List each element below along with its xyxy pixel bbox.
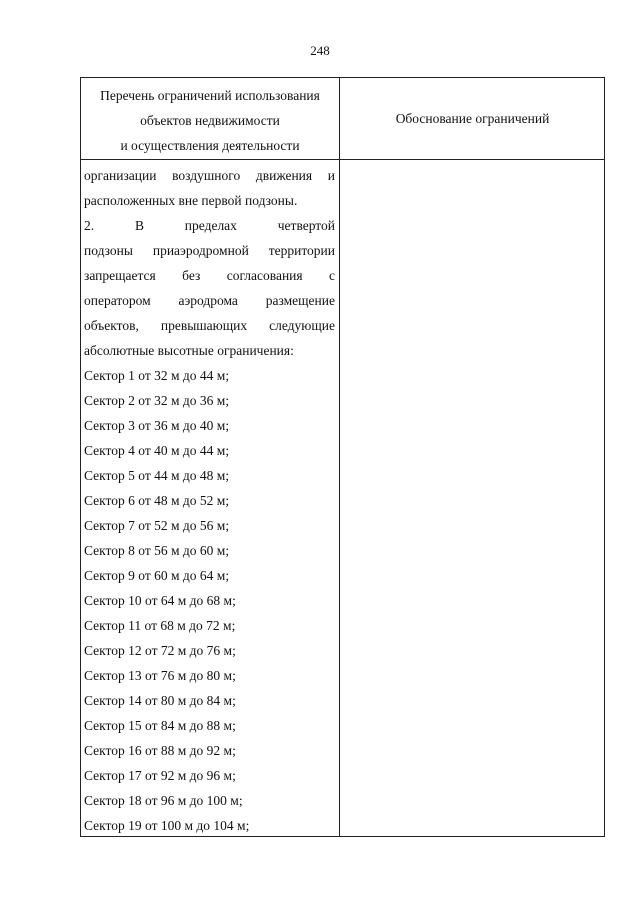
- sector-list: [84, 363, 335, 838]
- sector-item: Сектор 17 от 92 м до 96 м;: [84, 768, 236, 783]
- text-line: абсолютные высотные ограничения:: [84, 343, 294, 358]
- text-line: подзоны приаэродромной территории: [84, 243, 335, 258]
- header-left-line: объектов недвижимости: [140, 113, 280, 128]
- page-number: 248: [310, 43, 330, 58]
- header-divider: [81, 159, 604, 160]
- sector-item: Сектор 14 от 80 м до 84 м;: [84, 693, 236, 708]
- sector-item: Сектор 16 от 88 м до 92 м;: [84, 743, 236, 758]
- restrictions-table: [80, 77, 605, 837]
- restrictions-text: [84, 163, 335, 363]
- sector-item: Сектор 9 от 60 м до 64 м;: [84, 568, 230, 583]
- header-justification: Обоснование ограничений: [395, 110, 550, 126]
- text-line: запрещается без согласования с: [84, 268, 335, 283]
- sector-item: Сектор 13 от 76 м до 80 м;: [84, 668, 236, 683]
- header-restrictions-list: [81, 82, 339, 159]
- sector-item: Сектор 2 от 32 м до 36 м;: [84, 393, 230, 408]
- text-line: оператором аэродрома размещение: [84, 293, 335, 308]
- restrictions-cell: [84, 163, 335, 838]
- text-line: организации воздушного движения и: [84, 168, 335, 183]
- sector-item: Сектор 10 от 64 м до 68 м;: [84, 593, 236, 608]
- header-left-line: и осуществления деятельности: [120, 138, 300, 153]
- sector-item: Сектор 18 от 96 м до 100 м;: [84, 793, 243, 808]
- sector-item: Сектор 8 от 56 м до 60 м;: [84, 543, 230, 558]
- header-left-line: Перечень ограничений использования: [100, 88, 320, 103]
- sector-item: Сектор 1 от 32 м до 44 м;: [84, 368, 230, 383]
- sector-item: Сектор 12 от 72 м до 76 м;: [84, 643, 236, 658]
- sector-item: Сектор 19 от 100 м до 104 м;: [84, 818, 250, 833]
- sector-item: Сектор 15 от 84 м до 88 м;: [84, 718, 236, 733]
- text-line: объектов, превышающих следующие: [84, 318, 335, 333]
- sector-item: Сектор 3 от 36 м до 40 м;: [84, 418, 230, 433]
- sector-item: Сектор 5 от 44 м до 48 м;: [84, 468, 230, 483]
- sector-item: Сектор 4 от 40 м до 44 м;: [84, 443, 230, 458]
- sector-item: Сектор 7 от 52 м до 56 м;: [84, 518, 230, 533]
- sector-item: Сектор 11 от 68 м до 72 м;: [84, 618, 236, 633]
- column-divider: [339, 78, 340, 836]
- text-line: расположенных вне первой подзоны.: [84, 193, 298, 208]
- text-line: 2. В пределах четвертой: [84, 218, 335, 233]
- sector-item: Сектор 6 от 48 м до 52 м;: [84, 493, 230, 508]
